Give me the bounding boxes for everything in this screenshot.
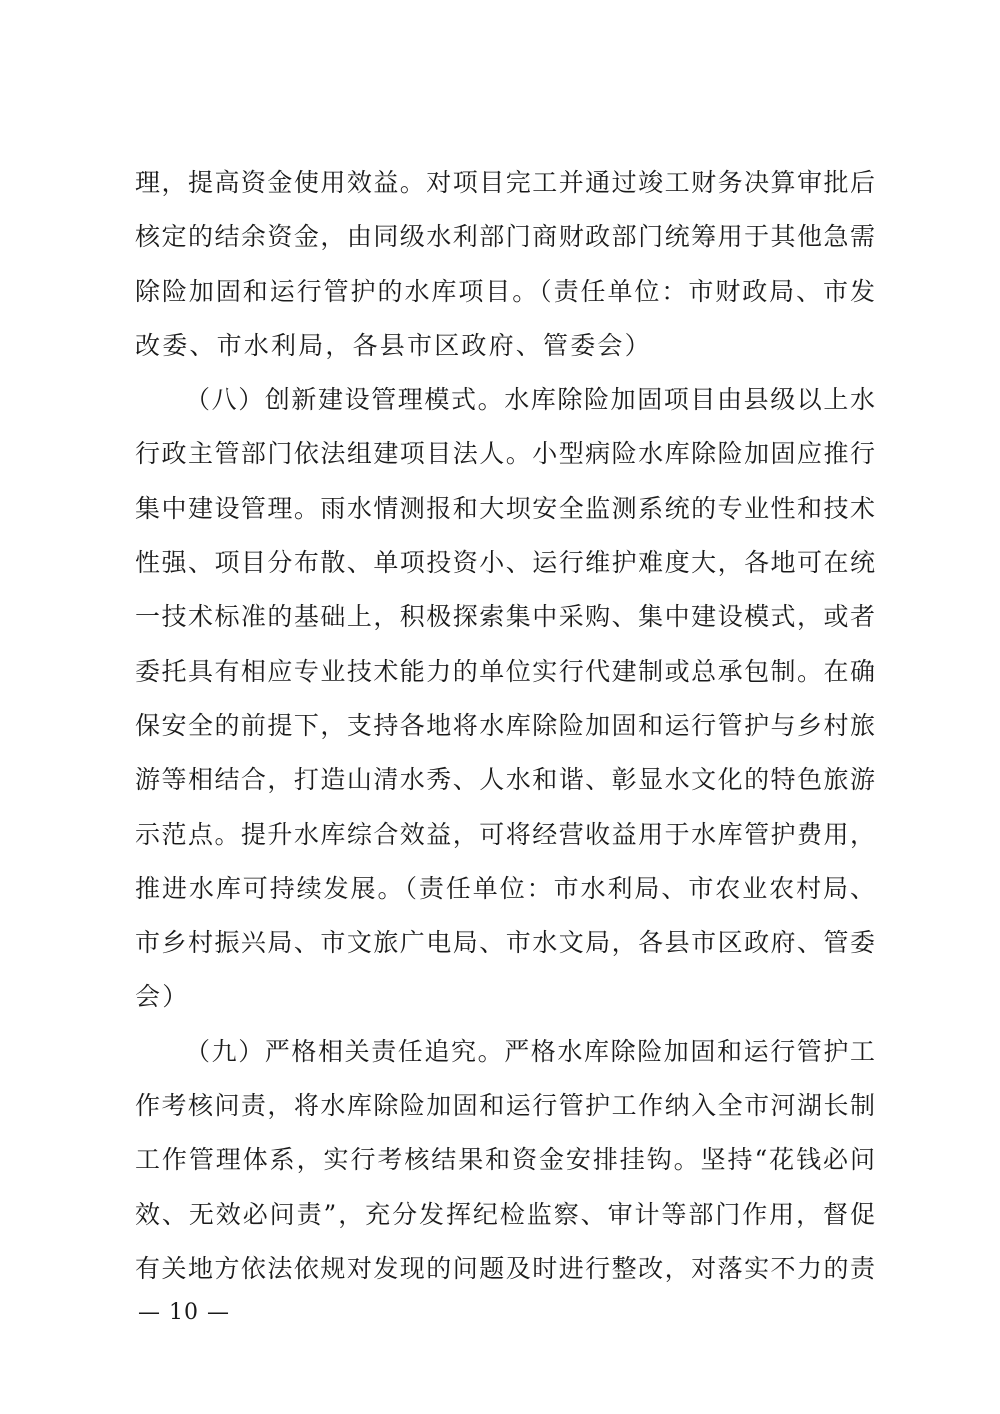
text-line: 工作管理体系，实行考核结果和资金安排挂钩。坚持“花钱必问 [135, 1145, 875, 1175]
text-line: 委托具有相应专业技术能力的单位实行代建制或总承包制。在确 [135, 656, 875, 686]
text-line: 有关地方依法依规对发现的问题及时进行整改，对落实不力的责 [135, 1253, 875, 1283]
text-line: 保安全的前提下，支持各地将水库除险加固和运行管护与乡村旅 [135, 710, 875, 740]
text-line: 游等相结合，打造山清水秀、人水和谐、彰显水文化的特色旅游 [135, 765, 875, 795]
text-line: 行政主管部门依法组建项目法人。小型病险水库除险加固应推行 [135, 439, 875, 469]
text-line: 除险加固和运行管护的水库项目。（责任单位：市财政局、市发 [135, 276, 875, 306]
text-line: 性强、项目分布散、单项投资小、运行维护难度大，各地可在统 [135, 548, 875, 578]
section-heading-line: （九）严格相关责任追究。严格水库除险加固和运行管护工 [185, 1036, 875, 1066]
text-line: 市乡村振兴局、市文旅广电局、市水文局，各县市区政府、管委 [135, 928, 875, 958]
page-number: — 10 — [138, 1300, 230, 1325]
paragraph-funding [135, 156, 875, 373]
text-line: 作考核问责，将水库除险加固和运行管护工作纳入全市河湖长制 [135, 1091, 875, 1121]
paragraph-section-9 [135, 1025, 875, 1296]
text-line: 示范点。提升水库综合效益，可将经营收益用于水库管护费用， [135, 819, 875, 849]
text-line: 会） [135, 982, 190, 1012]
text-line: 改委、市水利局，各县市区政府、管委会） [135, 330, 652, 360]
section-heading-line: （八）创新建设管理模式。水库除险加固项目由县级以上水 [185, 385, 875, 415]
text-line: 一技术标准的基础上，积极探索集中采购、集中建设模式，或者 [135, 602, 875, 632]
text-line: 核定的结余资金，由同级水利部门商财政部门统筹用于其他急需 [135, 222, 875, 252]
paragraph-section-8 [135, 373, 875, 1025]
text-line: 推进水库可持续发展。（责任单位：市水利局、市农业农村局、 [135, 873, 875, 903]
text-line: 理，提高资金使用效益。对项目完工并通过竣工财务决算审批后 [135, 168, 875, 197]
body-text [135, 156, 875, 1296]
text-line: 效、无效必问责”，充分发挥纪检监察、审计等部门作用，督促 [135, 1199, 875, 1229]
text-line: 集中建设管理。雨水情测报和大坝安全监测系统的专业性和技术 [135, 493, 875, 523]
